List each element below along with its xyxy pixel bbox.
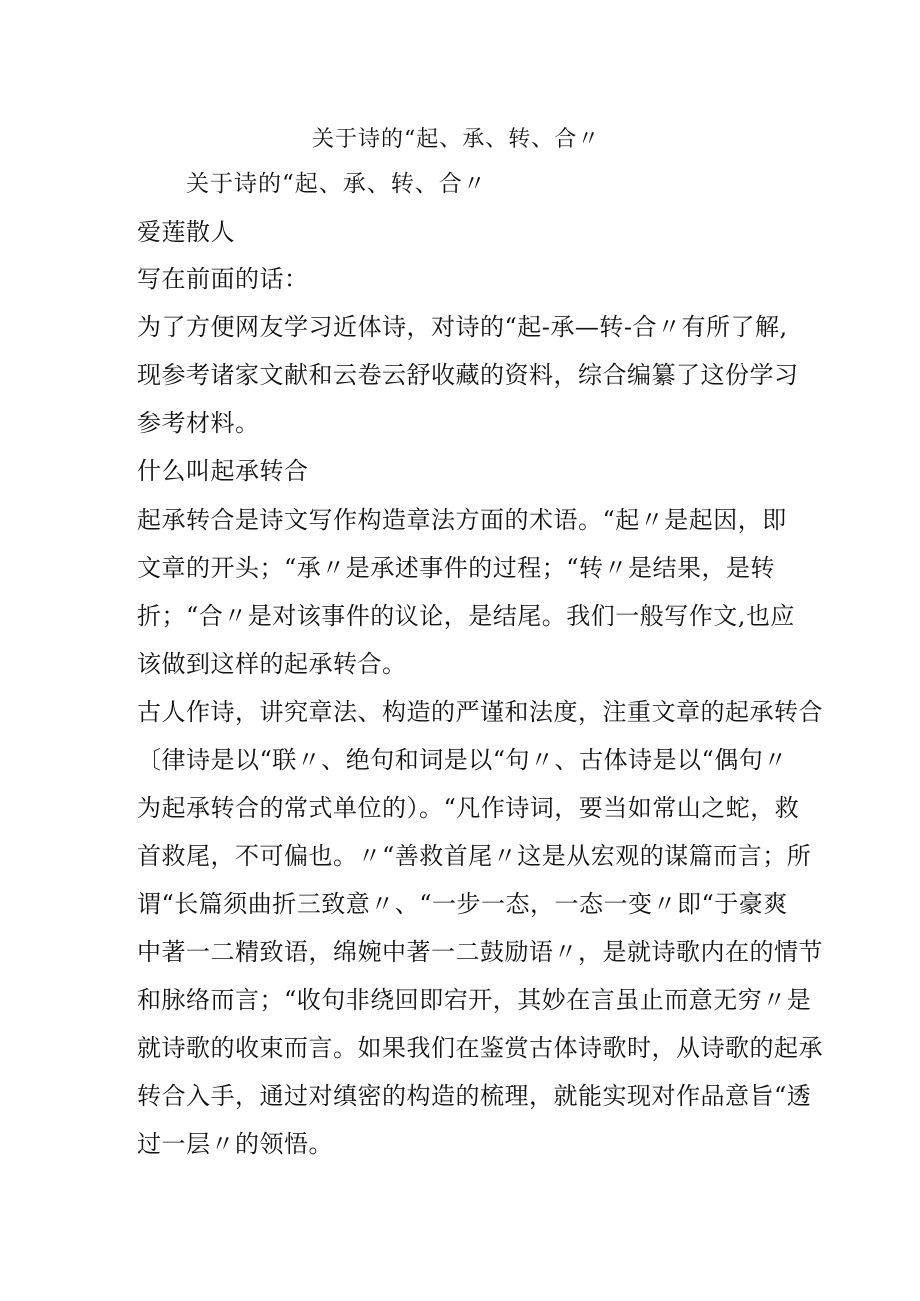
author-name: 爱莲散人 (137, 218, 235, 246)
paragraph2-line-4: 首救尾，不可偏也。〃“善救首尾〃这是从宏观的谋篇而言；所 (137, 842, 812, 870)
paragraph2-line-7: 和脉络而言；“收句非绕回即宕开，其妙在言虽止而意无穷〃是 (137, 986, 812, 1014)
section-heading: 什么叫起承转合 (137, 457, 309, 485)
paragraph2-line-3: 为起承转合的常式单位的）。“凡作诗词，要当如常山之蛇，救 (137, 794, 800, 822)
paragraph1-line-1: 起承转合是诗文写作构造章法方面的术语。“起〃是起因，即 (137, 506, 787, 534)
paragraph2-line-1: 古人作诗，讲究章法、构造的严谨和法度，注重文章的起承转合 (137, 698, 823, 726)
paragraph1-line-3: 折；“合〃是对该事件的议论，是结尾。我们一般写作文,也应 (137, 602, 795, 630)
paragraph2-line-8: 就诗歌的收束而言。如果我们在鉴赏古体诗歌时，从诗歌的起承 (137, 1034, 823, 1062)
document-subtitle: 关于诗的“起、承、转、合〃 (186, 171, 487, 197)
preface-line-2: 现参考诸家文献和云卷云舒收藏的资料，综合编纂了这份学习 (137, 361, 799, 389)
paragraph2-line-2: 〔律诗是以“联〃、绝句和词是以“句〃、古体诗是以“偶句〃 (137, 746, 788, 774)
document-title: 关于诗的“起、承、转、合〃 (312, 127, 601, 152)
paragraph2-line-10: 过一层〃的领悟。 (137, 1130, 333, 1158)
preface-line-1: 为了方便网友学习近体诗，对诗的“起-承—转-合〃有所了解, (137, 313, 788, 341)
preface-heading: 写在前面的话： (137, 265, 309, 293)
paragraph1-line-2: 文章的开头；“承〃是承述事件的过程；“转〃是结果，是转 (137, 554, 776, 582)
preface-line-3: 参考材料。 (137, 409, 260, 437)
paragraph2-line-5: 谓“长篇须曲折三致意〃、“一步一态，一态一变〃即“于豪爽 (137, 890, 788, 918)
paragraph1-line-4: 该做到这样的起承转合。 (137, 650, 407, 678)
paragraph2-line-6: 中著一二精致语，绵婉中著一二鼓励语〃，是就诗歌内在的情节 (137, 938, 823, 966)
paragraph2-line-9: 转合入手，通过对缜密的构造的梳理，就能实现对作品意旨“透 (137, 1082, 812, 1110)
